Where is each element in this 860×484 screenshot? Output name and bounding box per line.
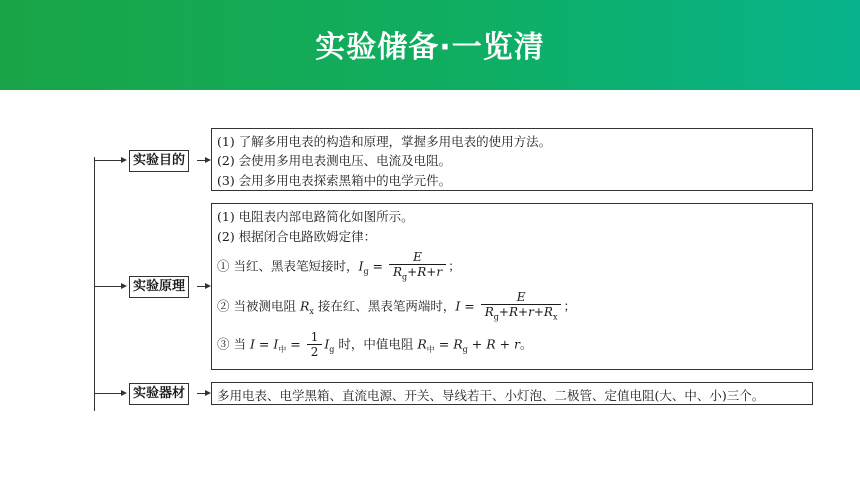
principle-eq-2: ② 当被测电阻 $R_x$ 接在红、黑表笔两端时，I = $\frac{E}{R_g+R+r+R_x}$ ；	[217, 290, 576, 324]
eq1-denominator: $R_g+R+r$	[389, 264, 446, 284]
eq1-suffix: ；	[448, 258, 461, 274]
eq3-prefix: ③ 当	[217, 336, 250, 352]
eq2-prefix-b: 接在红、黑表笔两端时，	[313, 298, 456, 314]
purpose-item-3: (3) 会用多用电表探索黑箱中的电学元件。	[217, 173, 452, 188]
eq3-middle: 时，中值电阻	[334, 336, 418, 352]
purpose-arrow-in	[121, 157, 127, 163]
page-title: 实验储备·一览清	[315, 30, 545, 65]
eq2-suffix: ；	[563, 298, 576, 314]
purpose-item-2: (2) 会使用多用电表测电压、电流及电阻。	[217, 153, 452, 168]
eq2-fraction	[481, 290, 562, 324]
eq2-numerator: E	[516, 290, 526, 304]
eq1-fraction	[389, 250, 446, 284]
eq3-half-denominator: 2	[307, 344, 323, 360]
purpose-branch-line	[94, 160, 122, 161]
eq3-half-fraction	[307, 330, 323, 360]
principle-label: 实验原理	[129, 276, 189, 298]
purpose-label: 实验目的	[129, 150, 189, 172]
eq3-suffix: 。	[520, 336, 533, 352]
eq2-denominator: $R_g+R+r+R_x$	[481, 304, 562, 324]
principle-line-2: (2) 根据闭合电路欧姆定律：	[217, 229, 377, 244]
trunk-line	[94, 157, 95, 411]
equipment-content	[211, 382, 813, 405]
purpose-connector-line	[197, 160, 205, 161]
equipment-text: 多用电表、电学黑箱、直流电源、开关、导线若干、小灯泡、二极管、定值电阻(大、中、小)三个。	[217, 388, 765, 403]
equipment-arrow-in	[121, 390, 127, 396]
equipment-label: 实验器材	[129, 383, 189, 405]
equipment-connector-line	[197, 393, 205, 394]
eq2-prefix-a: ② 当被测电阻	[217, 298, 300, 314]
principle-line-1: (1) 电阻表内部电路简化如图所示。	[217, 209, 414, 224]
principle-branch-line	[94, 286, 122, 287]
equipment-branch-line	[94, 393, 122, 394]
principle-arrow-in	[121, 283, 127, 289]
purpose-content	[211, 128, 813, 191]
eq3-half-numerator: 1	[310, 330, 319, 344]
purpose-item-1: (1) 了解多用电表的构造和原理，掌握多用电表的使用方法。	[217, 134, 552, 149]
principle-connector-line	[197, 286, 205, 287]
principle-eq-3: ③ 当 $I = I_中$ = $\frac{1}{2}$ $I_g$ 时，中值电阻 $R_中 = R_g + R + r$。	[217, 330, 533, 359]
eq1-numerator: E	[413, 250, 422, 264]
principle-eq-1: ① 当红、黑表笔短接时，$I_g$ = $\frac{E}{R_g+R+r}$ ；	[217, 250, 461, 284]
principle-content	[211, 203, 813, 370]
eq1-prefix: ① 当红、黑表笔短接时，	[217, 258, 359, 274]
